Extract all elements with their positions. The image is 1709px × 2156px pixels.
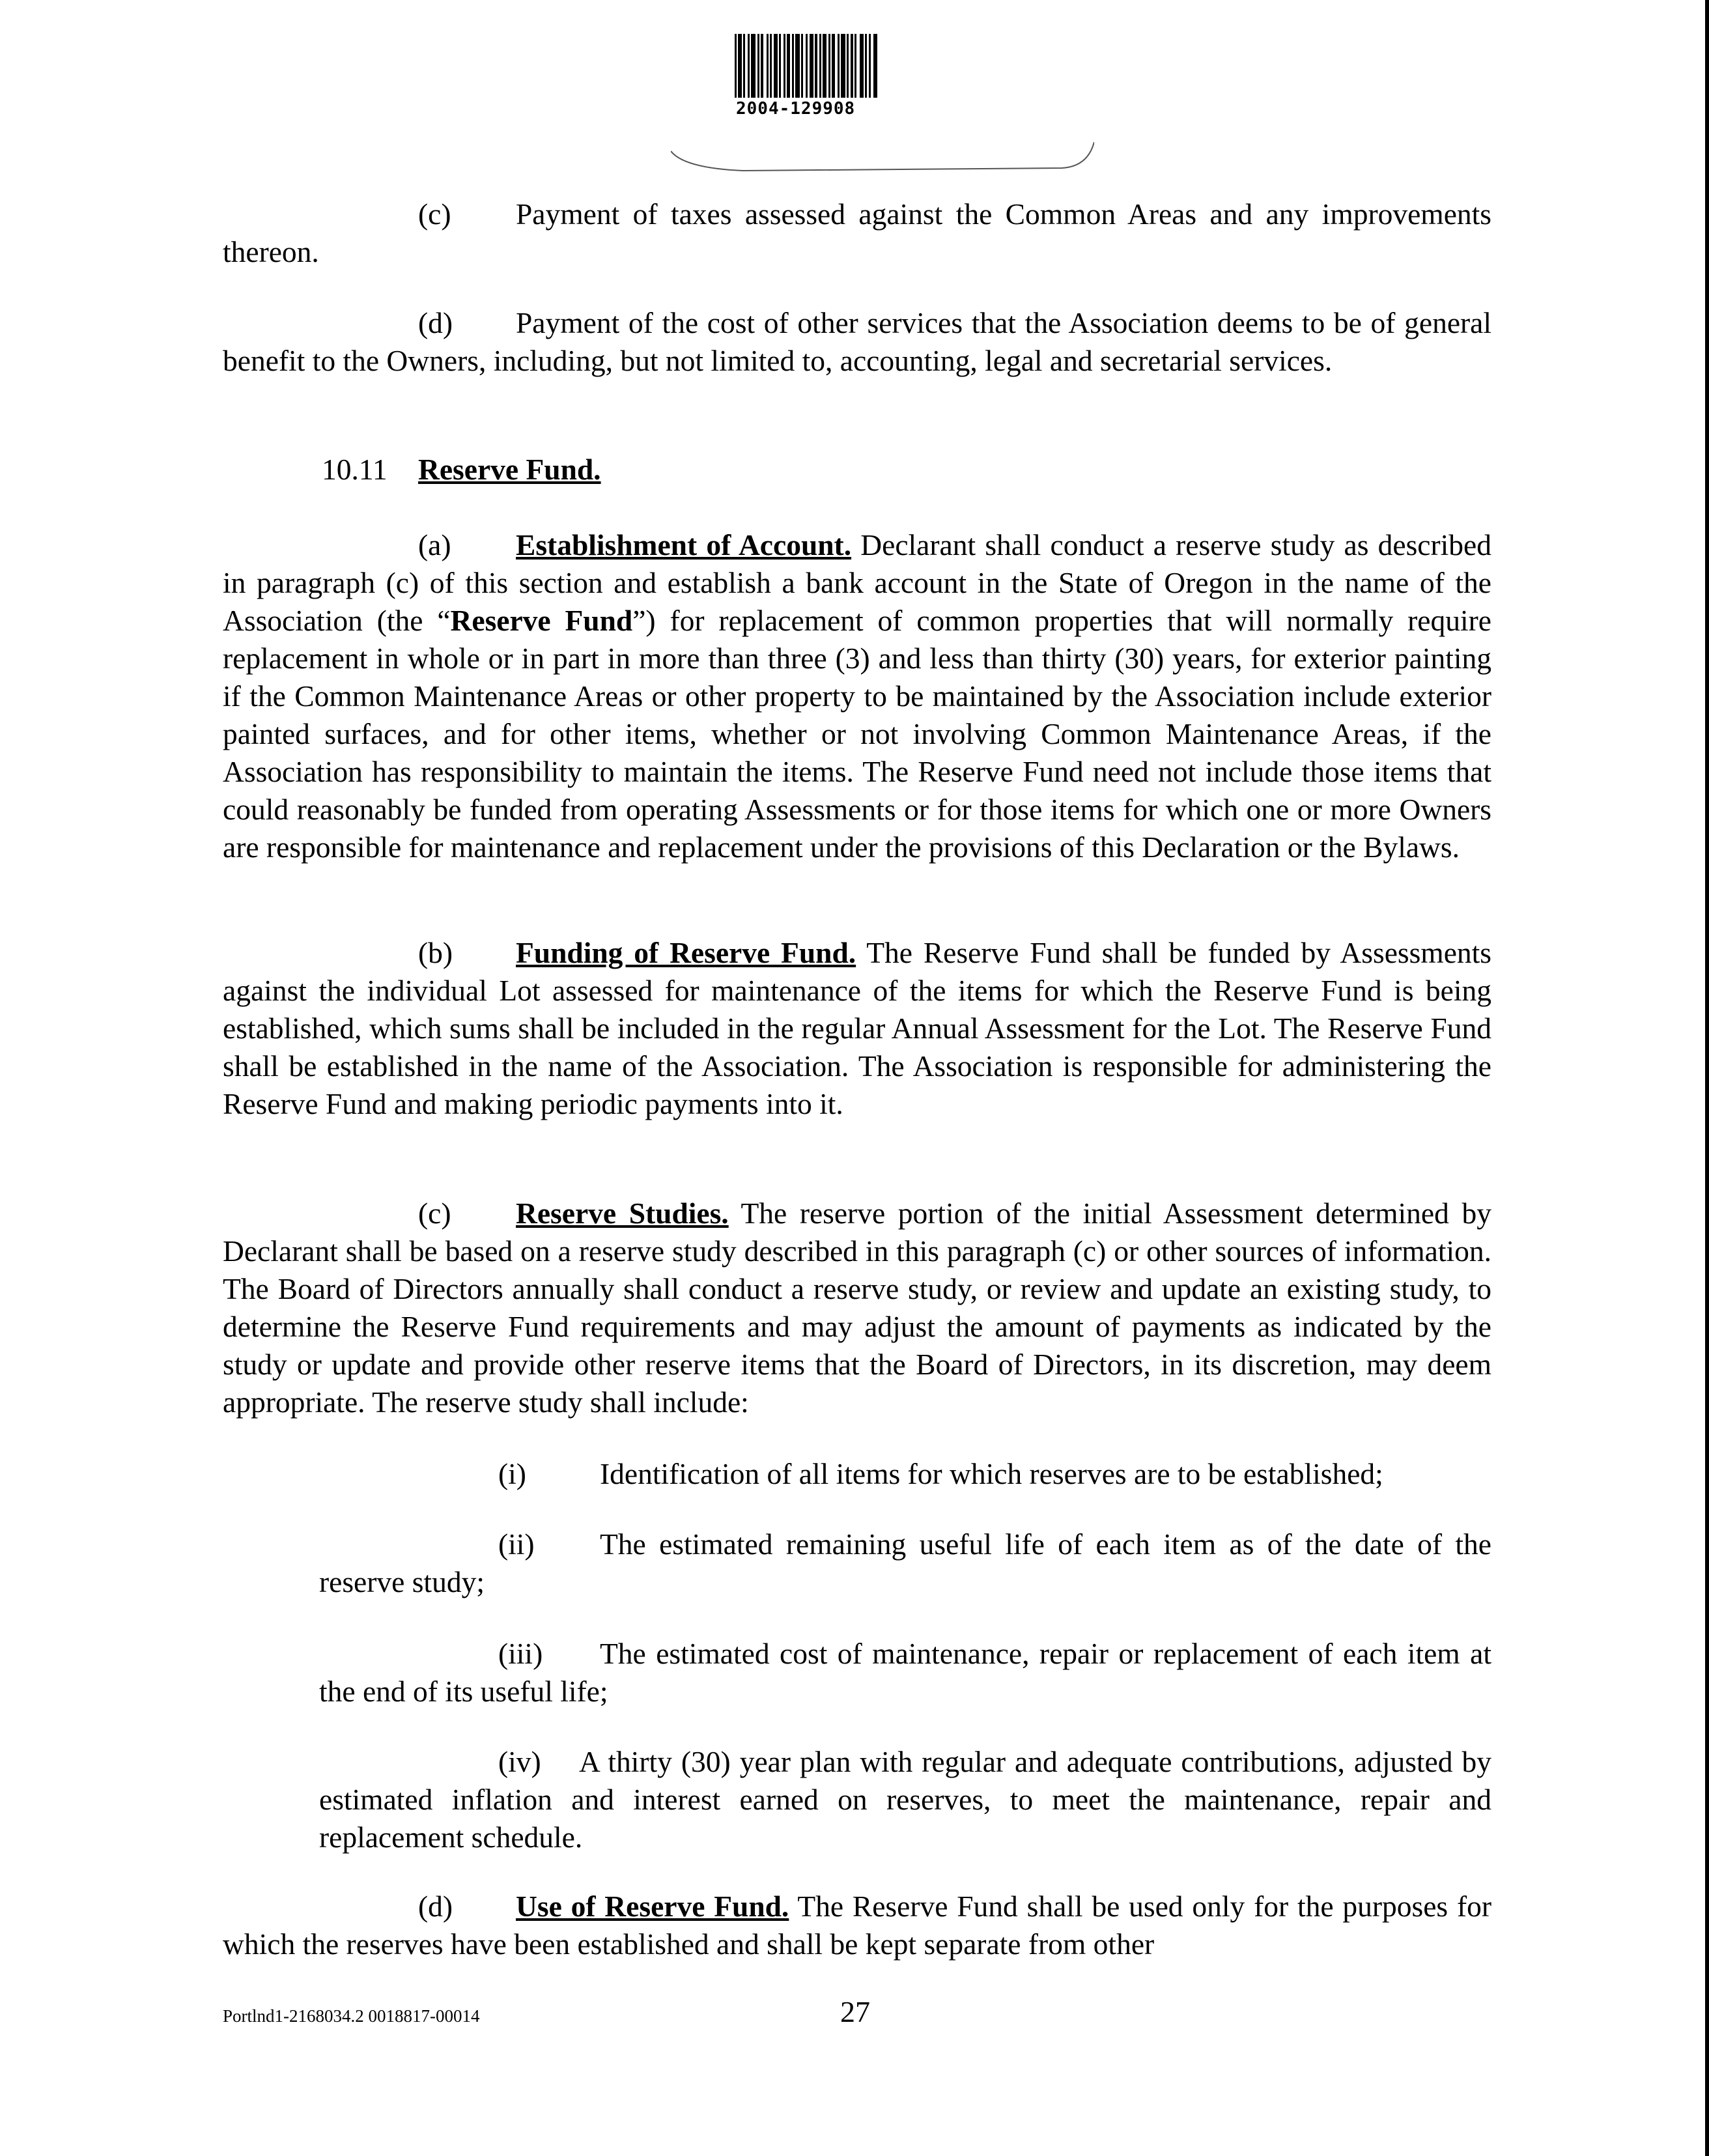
paragraph-d-services bbox=[223, 304, 1491, 380]
paragraph-label: (c) bbox=[418, 1197, 451, 1230]
barcode-bar bbox=[738, 34, 742, 98]
subparagraph-text: The estimated remaining useful life of each item as of the date of the reserve study; bbox=[319, 1527, 1491, 1598]
document-id: Portlnd1-2168034.2 0018817-00014 bbox=[223, 2006, 480, 2026]
subparagraph-iii bbox=[319, 1635, 1491, 1710]
barcode-bar bbox=[792, 34, 794, 98]
barcode-bar bbox=[832, 34, 835, 98]
paragraph-a-establishment bbox=[223, 526, 1491, 866]
defined-term: Reserve Fund bbox=[450, 604, 633, 637]
barcode-bar bbox=[767, 34, 769, 98]
barcode-bar bbox=[847, 34, 849, 98]
paragraph-c-taxes bbox=[223, 195, 1491, 271]
barcode-bar bbox=[860, 34, 864, 98]
paragraph-label: (d) bbox=[418, 306, 453, 339]
barcode-bar bbox=[828, 34, 830, 98]
barcode-bar bbox=[823, 34, 826, 98]
barcode-bar bbox=[757, 34, 759, 98]
paragraph-c-studies bbox=[223, 1195, 1491, 1421]
barcode-bar bbox=[810, 34, 813, 98]
barcode-bar bbox=[748, 34, 750, 98]
paragraph-text: The Reserve Fund shall be used only for the purposes for which the reserves have been established and shall be kept separate from other bbox=[223, 1890, 1492, 1961]
subparagraph-text: The estimated cost of maintenance, repair or replacement of each item at the end of its useful life; bbox=[319, 1637, 1491, 1708]
barcode-bar bbox=[854, 34, 856, 98]
barcode-number: 2004-129908 bbox=[736, 99, 856, 119]
paragraph-label: (c) bbox=[418, 197, 451, 231]
subparagraph-label: (iii) bbox=[498, 1637, 543, 1670]
scan-artifact-line bbox=[671, 142, 1094, 173]
barcode-bar bbox=[751, 34, 756, 98]
subparagraph-iv bbox=[319, 1743, 1491, 1856]
barcode-bar bbox=[779, 34, 781, 98]
barcode-bar bbox=[735, 34, 737, 98]
section-title: Reserve Fund. bbox=[418, 453, 601, 486]
barcode-bar bbox=[801, 34, 803, 98]
barcode-bar bbox=[806, 34, 808, 98]
paragraph-text: Payment of the cost of other services that the Association deems to be of general benefit to the Owners, including, but not limited to, accounting, legal and secretarial services. bbox=[223, 306, 1491, 377]
barcode-bar bbox=[838, 34, 840, 98]
section-heading bbox=[322, 451, 601, 489]
paragraph-text: ”) for replacement of common properties that will normally require replacement in whole or in part in more than three (3) and less than thirty (30) years, for exterior painting if the Common Maintenance Areas or other property to be maintained by the Association include exterior painted surfaces, and for other items, whether or not involving Common Maintenance Areas, if the Association has responsibility to maintain the items. The Reserve Fund need not include those items that could reasonably be funded from operating Assessments or for those items for which one or more Owners are responsible for maintenance and replacement under the provisions of this Declaration or the Bylaws. bbox=[223, 604, 1491, 864]
subparagraph-i bbox=[319, 1455, 1491, 1493]
barcode-bar bbox=[784, 34, 785, 98]
paragraph-title: Funding of Reserve Fund. bbox=[516, 936, 856, 969]
barcode-bar bbox=[841, 34, 845, 98]
barcode-bar bbox=[815, 34, 817, 98]
barcode-bar bbox=[787, 34, 790, 98]
paragraph-title: Reserve Studies. bbox=[516, 1197, 729, 1230]
barcode-bar bbox=[743, 34, 745, 98]
barcode-bar bbox=[865, 34, 867, 98]
paragraph-text: The reserve portion of the initial Assessment determined by Declarant shall be based on a reserve study described in this paragraph (c) or other sources of information. The Board of Directors annually shall conduct a reserve study, or review and update an existing study, to determine the Reserve Fund requirements and may adjust the amount of payments as indicated by the study or update and provide other reserve items that the Board of Directors, in its discretion, may deem appropriate. The reserve study shall include: bbox=[223, 1197, 1491, 1419]
subparagraph-ii bbox=[319, 1525, 1491, 1601]
barcode-bar bbox=[770, 34, 772, 98]
page-number: 27 bbox=[840, 1995, 870, 2028]
barcode-bar bbox=[761, 34, 763, 98]
paragraph-d-use bbox=[223, 1888, 1491, 1963]
paragraph-b-funding bbox=[223, 934, 1491, 1123]
paragraph-text: The Reserve Fund shall be funded by Assessments against the individual Lot assessed for maintenance of the items for which the Reserve Fund is being established, which sums shall be included in the regular Annual Assessment for the Lot. The Reserve Fund shall be established in the name of the Association. The Association is responsible for administering the Reserve Fund and making periodic payments into it. bbox=[223, 936, 1491, 1120]
barcode bbox=[735, 34, 1029, 98]
subparagraph-label: (iv) bbox=[498, 1745, 541, 1778]
paragraph-text: Payment of taxes assessed against the Common Areas and any improvements thereon. bbox=[223, 197, 1491, 268]
barcode-bar bbox=[819, 34, 821, 98]
barcode-bar bbox=[851, 34, 853, 98]
paragraph-text: Declarant shall conduct a reserve study as described in paragraph (c) of this section and establish a bank account in the State of Oregon in the name of the Association (the “ bbox=[223, 528, 1491, 637]
barcode-bar bbox=[795, 34, 800, 98]
subparagraph-label: (i) bbox=[498, 1457, 526, 1490]
paragraph-label: (d) bbox=[418, 1890, 453, 1923]
subparagraph-text: Identification of all items for which reserves are to be established; bbox=[600, 1457, 1383, 1490]
subparagraph-text: A thirty (30) year plan with regular and adequate contributions, adjusted by estimated inflation and interest earned on reserves, to meet the maintenance, repair and replacement schedule. bbox=[319, 1745, 1491, 1854]
paragraph-label: (b) bbox=[418, 936, 453, 969]
paragraph-title: Use of Reserve Fund. bbox=[516, 1890, 789, 1923]
barcode-bar bbox=[873, 34, 877, 98]
paragraph-label: (a) bbox=[418, 528, 451, 561]
subparagraph-label: (ii) bbox=[498, 1527, 535, 1561]
scan-edge bbox=[1705, 0, 1709, 2156]
section-number: 10.11 bbox=[322, 453, 388, 486]
barcode-bar bbox=[869, 34, 871, 98]
barcode-bar bbox=[774, 34, 778, 98]
paragraph-title: Establishment of Account. bbox=[516, 528, 852, 561]
